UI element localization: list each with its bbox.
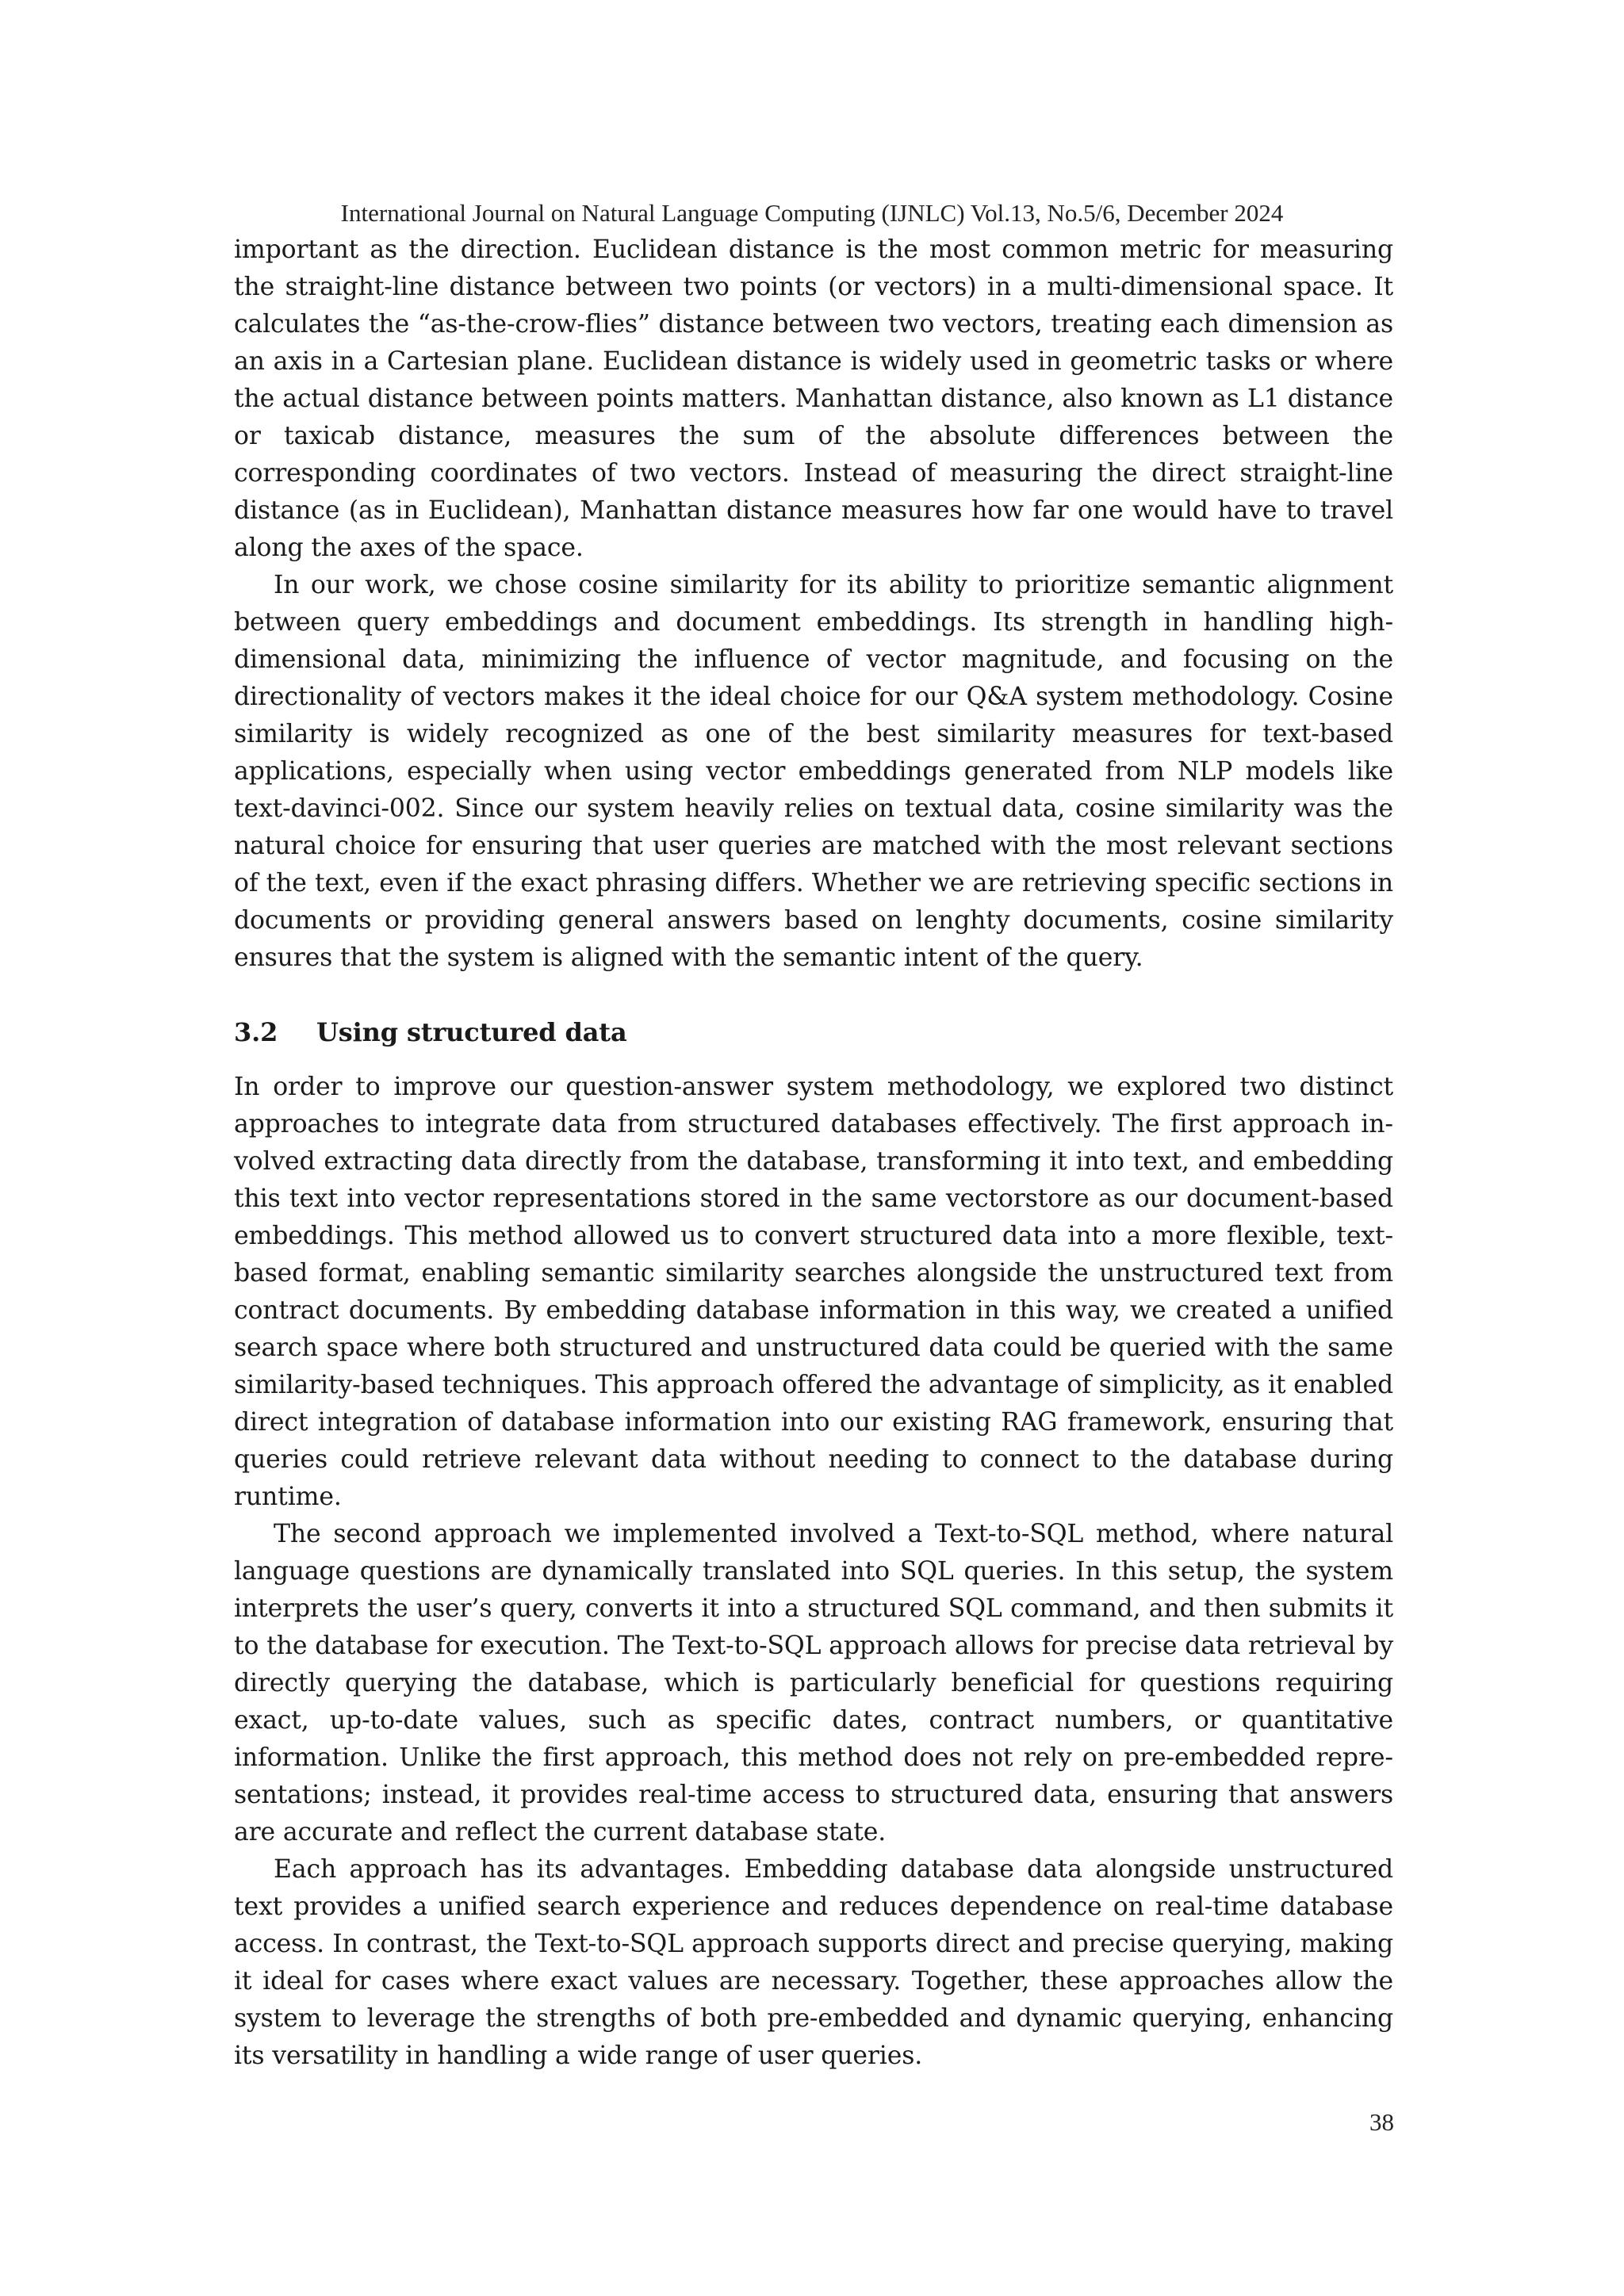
section-number: 3.2 [234, 1017, 278, 1047]
paragraph-distance-metrics: important as the direction. Euclidean distance is the most common metric for measuring the straight-line distance between two points (or vectors) in a multi-dimensional space. It calculates the “as-the-crow-flies” distance between two vectors, treating each dimension as an axis in a Cartesian plane. Euclidean distance is widely used in geometric tasks or where the actual distance between points matters. Manhattan distance, also known as L1 distance or taxicab distance, measures the sum of the absolute differences between the corresponding coordinates of two vectors. Instead of measuring the direct straight-line distance (as in Euclidean), Manhattan distance measures how far one would have to travel along the axes of the space. [234, 235, 1393, 562]
paragraph-cosine-choice: In our work, we chose cosine similarity for its ability to prioritize semantic alignment between query embeddings and document embeddings. Its strength in handling high-dimensional data, minimizing the influence of vector magnitude, and focusing on the directionality of vectors makes it the ideal choice for our Q&A system methodology. Cosine similarity is widely recognized as one of the best similarity measures for text-based applications, especially when using vector embeddings generated from NLP models like text-davinci-002. Since our system heavily relies on textual data, cosine similarity was the natural choice for ensuring that user queries are matched with the most relevant sections of the text, even if the exact phrasing differs. Whether we are retrieving specific sections in documents or providing general answers based on lenghty documents, cosine similarity ensures that the system is aligned with the semantic intent of the query. [234, 571, 1393, 972]
running-header: International Journal on Natural Language Computing (IJNLC) Vol.13, No.5/6, December 2024 [340, 199, 1284, 227]
paragraph-first-approach: In order to improve our question-answer system methodology, we explored two distinct approaches to integrate data from structured databases effectively. The first approach involved extracting data directly from the database, transforming it into text, and embedding this text into vector representations stored in the same vectorstore as our document-based embeddings. This method allowed us to convert structured data into a more flexible, text-based format, enabling semantic similarity searches alongside the unstructured text from contract documents. By embedding database information in this way, we created a unified search space where both structured and unstructured data could be queried with the same similarity-based techniques. This approach offered the advantage of simplicity, as it enabled direct integration of database information into our existing RAG framework, ensuring that queries could retrieve relevant data without needing to connect to the database during runtime. [234, 1073, 1393, 1511]
section-title: Using structured data [316, 1017, 627, 1047]
body-text [234, 232, 1393, 2075]
page-number: 38 [1369, 2108, 1394, 2136]
paragraph-text-to-sql: The second approach we implemented involved a Text-to-SQL method, where natural language questions are dynamically translated into SQL queries. In this setup, the system interprets the user’s query, converts it into a structured SQL command, and then submits it to the database for execution. The Text-to-SQL approach allows for precise data retrieval by directly querying the database, which is particularly beneficial for questions requiring exact, up-to-date values, such as specific dates, contract numbers, or quantitative information. Unlike the first approach, this method does not rely on pre-embedded representations; instead, it provides real-time access to structured data, ensuring that answers are accurate and reflect the current database state. [234, 1520, 1393, 1846]
section-heading [234, 1014, 1393, 1051]
paragraph-approach-comparison: Each approach has its advantages. Embedding database data alongside unstructured text provides a unified search experience and reduces dependence on real-time database access. In contrast, the Text-to-SQL approach supports direct and precise querying, making it ideal for cases where exact values are necessary. Together, these approaches allow the system to leverage the strengths of both pre-embedded and dynamic querying, enhancing its versatility in handling a wide range of user queries. [234, 1855, 1393, 2070]
